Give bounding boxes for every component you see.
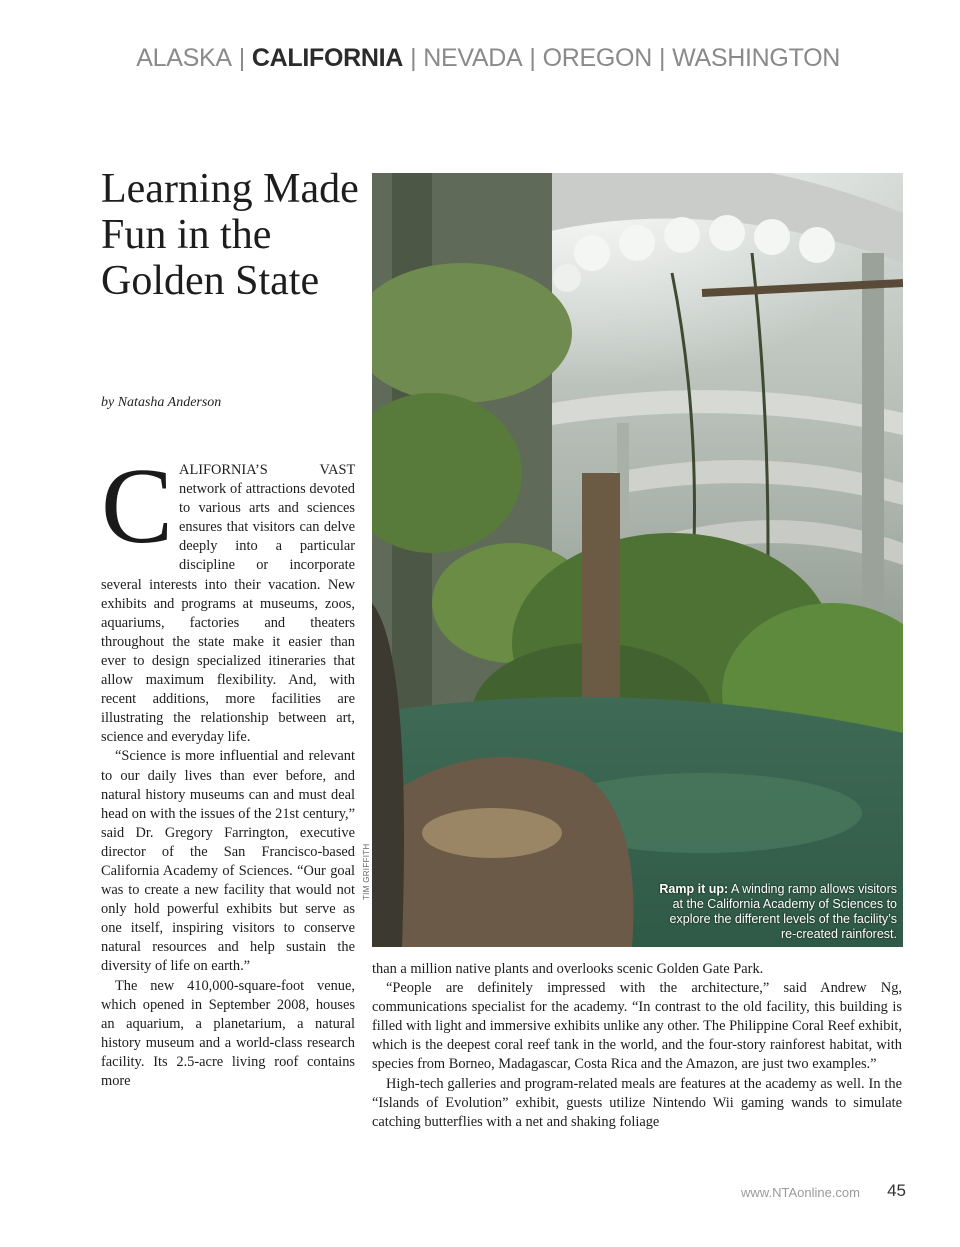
caption-text: A winding ramp allows visitors at the California Academy of Sciences to explore the different levels of the facility’s re-created rainforest.: [669, 882, 897, 941]
article-column-1: [101, 447, 355, 1161]
rainforest-image: [372, 173, 903, 947]
state-california[interactable]: CALIFORNIA: [251, 44, 404, 72]
caption-lead: Ramp it up:: [659, 882, 729, 896]
paragraph-5: High-tech galleries and program-related meals are features at the academy as well. In the “Islands of Evolution” exhibit, guests utilize Nintendo Wii gaming wands to simulate catching butterflies with a net and shaking foliage: [372, 1075, 902, 1130]
rainforest-photo: [372, 173, 903, 947]
footer-url[interactable]: www.NTAonline.com: [741, 1185, 860, 1200]
state-nevada[interactable]: NEVADA: [423, 44, 523, 72]
paragraph-1: [101, 447, 355, 747]
paragraph-3-continued: than a million native plants and overlooks scenic Golden Gate Park.: [372, 961, 764, 977]
photo-caption: [657, 882, 897, 942]
page-number: 45: [887, 1181, 906, 1200]
paragraph-1-text: network of attractions devoted to various arts and sciences ensures that visitors can delve deeply into a particular discipline or incorporate several interests into their vacation. New exhibits and programs at museums, zoos, aquariums, factories and theaters throughout the state make it easier than ever to design specialized itineraries that allow maximum flexibility. And, with recent additions, more facilities are illustrating the relationship between art, science and everyday life.: [101, 481, 355, 746]
state-washington[interactable]: WASHINGTON: [672, 44, 840, 72]
state-oregon[interactable]: OREGON: [542, 44, 652, 72]
paragraph-4: “People are definitely impressed with the architecture,” said Andrew Ng, communications specialist for the academy. “In contrast to the old facility, this building is filled with light and immersive exhibits unlike any other. The Philippine Coral Reef exhibit, which is the deepest coral reef tank in the world, and the four-story rainforest habitat, with species from Borneo, Madagascar, Costa Rica and the Amazon, are just two examples.”: [372, 980, 902, 1073]
state-nav: [0, 44, 840, 73]
state-alaska[interactable]: ALASKA: [136, 44, 232, 72]
article-column-2: [372, 960, 902, 1160]
lead-caps: ALIFORNIA’S VAST: [179, 462, 355, 478]
byline: by Natasha Anderson: [101, 395, 222, 410]
drop-cap: C: [101, 447, 174, 566]
paragraph-3: The new 410,000-square-foot venue, which opened in September 2008, houses an aquarium, a planetarium, a natural history museum and a world-class research facility. Its 2.5-acre living roof contains more: [101, 977, 355, 1089]
photo-credit: TIM GRIFFITH: [362, 843, 371, 900]
nav-separator: |: [410, 44, 417, 72]
nav-separator: |: [529, 44, 536, 72]
article-title: Learning Made Fun in the Golden State: [101, 166, 359, 304]
nav-separator: |: [238, 44, 245, 72]
nav-separator: |: [658, 44, 666, 72]
paragraph-2: “Science is more influential and relevant to our daily lives than ever before, and natural history museums can and must deal head on with the issues of the 21st century,” said Dr. Gregory Farrington, executive director of the San Francisco-based California Academy of Sciences. “Our goal was to create a new facility that would not only hold powerful exhibits but serve as one itself, inspiring visitors to conserve natural resources and help sustain the diversity of life on earth.”: [101, 748, 355, 975]
